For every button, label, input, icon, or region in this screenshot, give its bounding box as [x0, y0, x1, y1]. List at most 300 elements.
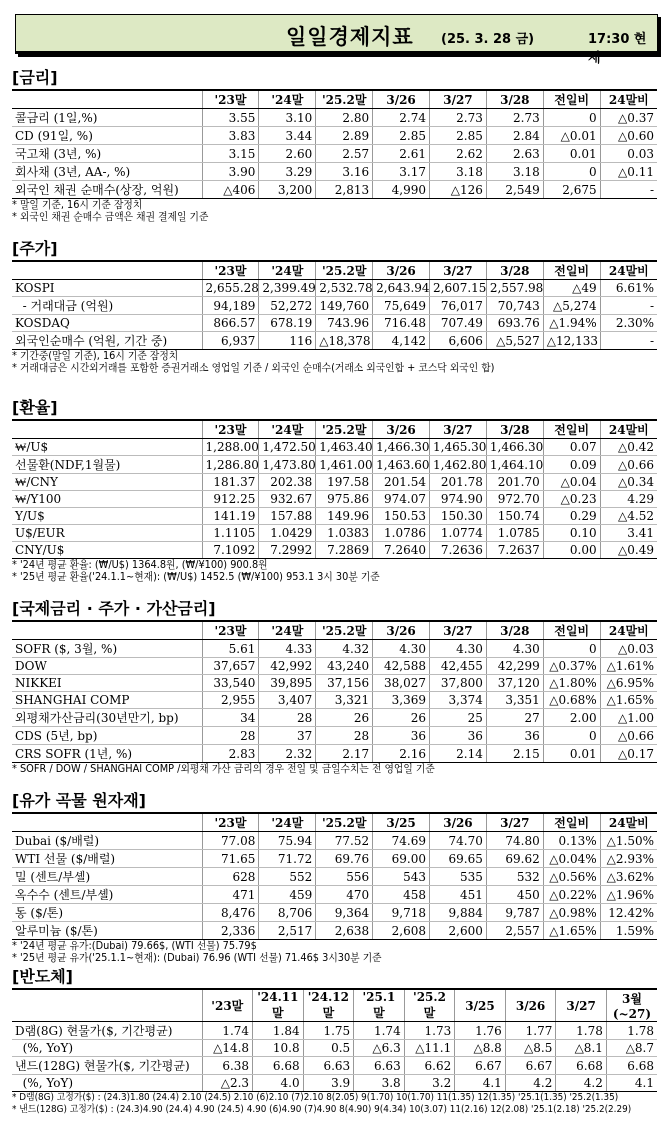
cell-value: 37,120 — [486, 675, 543, 692]
column-header: '25.2말 — [316, 420, 373, 439]
table-header — [12, 813, 657, 832]
column-header: 3/26 — [373, 621, 430, 640]
cell-value: 2.62 — [430, 145, 487, 163]
cell-value: △0.56% — [543, 868, 600, 886]
column-header: 3/26 — [505, 989, 556, 1022]
cell-value: 556 — [316, 868, 373, 886]
column-header — [12, 261, 202, 280]
cell-value: 743.96 — [316, 315, 373, 332]
cell-value: 532 — [486, 868, 543, 886]
cell-value: 3.44 — [259, 127, 316, 145]
cell-value: △0.34 — [600, 474, 657, 491]
cell-value: 3,374 — [430, 692, 487, 709]
table-row — [12, 332, 657, 350]
cell-value: 74.69 — [373, 832, 430, 850]
cell-value: 1.0774 — [430, 525, 487, 542]
cell-value: 70,743 — [486, 297, 543, 315]
cell-value: 1,463.60 — [373, 456, 430, 474]
cell-value: 3.55 — [202, 109, 259, 127]
table-row — [12, 692, 657, 709]
column-header: '23말 — [202, 989, 253, 1022]
cell-value: 150.74 — [486, 508, 543, 525]
cell-value: 1.76 — [455, 1022, 506, 1040]
cell-value: △6.95% — [600, 675, 657, 692]
cell-value: △0.66 — [600, 456, 657, 474]
table-header — [12, 989, 657, 1022]
table-row — [12, 675, 657, 692]
row-label: CNY/U$ — [12, 542, 202, 559]
cell-value: 4,990 — [373, 181, 430, 199]
data-table — [12, 812, 657, 940]
cell-value: 2.60 — [259, 145, 316, 163]
column-header: 3/28 — [486, 621, 543, 640]
cell-value: 201.54 — [373, 474, 430, 491]
row-label: 외국인 채권 순매수(상장, 억원) — [12, 181, 202, 199]
cell-value: 150.30 — [430, 508, 487, 525]
table-row — [12, 109, 657, 127]
cell-value: 69.65 — [430, 850, 487, 868]
section-title: [국제금리 · 주가 · 가산금리] — [12, 599, 216, 618]
cell-value: 6,606 — [430, 332, 487, 350]
cell-value: 6,937 — [202, 332, 259, 350]
cell-value: 3.29 — [259, 163, 316, 181]
column-header: 24말비 — [600, 261, 657, 280]
column-header — [12, 989, 202, 1022]
table-row — [12, 525, 657, 542]
cell-value: 470 — [316, 886, 373, 904]
row-label: D램(8G) 현물가($, 기간평균) — [12, 1022, 202, 1040]
column-header: '25.1말 — [354, 989, 405, 1022]
cell-value: 26 — [316, 709, 373, 727]
cell-value: △1.00 — [600, 709, 657, 727]
table-row — [12, 181, 657, 199]
cell-value: △0.03 — [600, 640, 657, 658]
row-label: Dubai ($/배럴) — [12, 832, 202, 850]
cell-value: 36 — [430, 727, 487, 745]
row-label: (%, YoY) — [12, 1040, 202, 1057]
cell-value: 7.1092 — [202, 542, 259, 559]
cell-value: 4.0 — [253, 1075, 304, 1092]
table-row — [12, 491, 657, 508]
cell-value: 3,369 — [373, 692, 430, 709]
data-table — [12, 419, 657, 559]
cell-value: △14.8 — [202, 1040, 253, 1057]
report-time: 17:30 현재 — [588, 32, 647, 66]
cell-value: 1.0429 — [259, 525, 316, 542]
cell-value: 9,884 — [430, 904, 487, 922]
cell-value: 2.17 — [316, 745, 373, 763]
cell-value: 37,156 — [316, 675, 373, 692]
table-header — [12, 90, 657, 109]
cell-value: △0.04 — [543, 474, 600, 491]
report-date: (25. 3. 28 금) — [441, 32, 535, 47]
row-label: 낸드(128G) 현물가($, 기간평균) — [12, 1057, 202, 1075]
cell-value: 0.01 — [543, 145, 600, 163]
cell-value: 1,466.30 — [486, 439, 543, 456]
cell-value: 912.25 — [202, 491, 259, 508]
cell-value: 8,706 — [259, 904, 316, 922]
column-header: 3월(~27) — [606, 989, 657, 1022]
cell-value: 1,466.30 — [373, 439, 430, 456]
cell-value: 157.88 — [259, 508, 316, 525]
cell-value: 43,240 — [316, 658, 373, 675]
intl-section — [12, 598, 657, 775]
cell-value: 26 — [373, 709, 430, 727]
cell-value: - — [600, 332, 657, 350]
table-row — [12, 727, 657, 745]
cell-value: 7.2640 — [373, 542, 430, 559]
column-header — [12, 90, 202, 109]
cell-value: 1,472.50 — [259, 439, 316, 456]
section-title: [주가] — [12, 239, 58, 258]
cell-value: 37,657 — [202, 658, 259, 675]
data-table — [12, 620, 657, 763]
row-label: 외국인순매수 (억원, 기간 중) — [12, 332, 202, 350]
cell-value: 6.68 — [253, 1057, 304, 1075]
cell-value: 1.78 — [556, 1022, 607, 1040]
cell-value: 628 — [202, 868, 259, 886]
cell-value: 28 — [316, 727, 373, 745]
header-banner — [15, 14, 658, 66]
cell-value: 678.19 — [259, 315, 316, 332]
cell-value: 7.2636 — [430, 542, 487, 559]
cell-value: 1.77 — [505, 1022, 556, 1040]
data-table — [12, 89, 657, 199]
cell-value: 149.96 — [316, 508, 373, 525]
cell-value: 1,463.40 — [316, 439, 373, 456]
footnote: * '24년 평균 유가:(Dubai) 79.66$, (WTI 선물) 75.79$ — [12, 940, 257, 952]
cell-value: 34 — [202, 709, 259, 727]
cell-value: 94,189 — [202, 297, 259, 315]
column-header: 3/27 — [430, 420, 487, 439]
cell-value: 201.78 — [430, 474, 487, 491]
cell-value: △0.04% — [543, 850, 600, 868]
cell-value: 2.80 — [316, 109, 373, 127]
column-header: '25.2말 — [316, 261, 373, 280]
cell-value: 74.70 — [430, 832, 487, 850]
cell-value: 458 — [373, 886, 430, 904]
cell-value: 2.57 — [316, 145, 373, 163]
cell-value: 38,027 — [373, 675, 430, 692]
table-header — [12, 621, 657, 640]
cell-value: 535 — [430, 868, 487, 886]
table-row — [12, 1022, 657, 1040]
cell-value: △0.37 — [600, 109, 657, 127]
cell-value: 71.72 — [259, 850, 316, 868]
commodities-section — [12, 790, 657, 964]
cell-value: 1.75 — [303, 1022, 354, 1040]
cell-value: 8,476 — [202, 904, 259, 922]
cell-value: 3.9 — [303, 1075, 354, 1092]
cell-value: △0.60 — [600, 127, 657, 145]
cell-value: 0 — [543, 727, 600, 745]
cell-value: 0 — [543, 109, 600, 127]
row-label: (%, YoY) — [12, 1075, 202, 1092]
cell-value: 9,787 — [486, 904, 543, 922]
column-header: 전일비 — [543, 621, 600, 640]
cell-value: 3,321 — [316, 692, 373, 709]
row-label: ₩/U$ — [12, 439, 202, 456]
cell-value: 181.37 — [202, 474, 259, 491]
table-row — [12, 745, 657, 763]
cell-value: △5,527 — [486, 332, 543, 350]
cell-value: 2.85 — [430, 127, 487, 145]
cell-value: 0.01 — [543, 745, 600, 763]
cell-value: 0.5 — [303, 1040, 354, 1057]
cell-value: 28 — [202, 727, 259, 745]
cell-value: △1.80% — [543, 675, 600, 692]
cell-value: △126 — [430, 181, 487, 199]
row-label: 옥수수 (센트/부셸) — [12, 886, 202, 904]
table-row — [12, 832, 657, 850]
cell-value: 1,465.30 — [430, 439, 487, 456]
column-header: 3/26 — [373, 420, 430, 439]
cell-value: 1,461.00 — [316, 456, 373, 474]
row-label: CRS SOFR (1년, %) — [12, 745, 202, 763]
row-label: KOSDAQ — [12, 315, 202, 332]
row-label: ₩/CNY — [12, 474, 202, 491]
page-title: 일일경제지표 — [286, 25, 414, 49]
table-row — [12, 904, 657, 922]
footnote: * '24년 평균 환율: (₩/U$) 1364.8원, (₩/¥100) 900.8원 — [12, 559, 268, 571]
table-header — [12, 420, 657, 439]
cell-value: 459 — [259, 886, 316, 904]
cell-value: 3.10 — [259, 109, 316, 127]
section-title: [환율] — [12, 398, 58, 417]
row-label: ₩/Y100 — [12, 491, 202, 508]
cell-value: 707.49 — [430, 315, 487, 332]
cell-value: △0.37% — [543, 658, 600, 675]
cell-value: △11.1 — [404, 1040, 455, 1057]
column-header: 전일비 — [543, 813, 600, 832]
row-label: Y/U$ — [12, 508, 202, 525]
table-row — [12, 456, 657, 474]
cell-value: 2.84 — [486, 127, 543, 145]
cell-value: 1,473.80 — [259, 456, 316, 474]
cell-value: 71.65 — [202, 850, 259, 868]
cell-value: 3,200 — [259, 181, 316, 199]
cell-value: △4.52 — [600, 508, 657, 525]
column-header: 24말비 — [600, 90, 657, 109]
cell-value: 9,718 — [373, 904, 430, 922]
cell-value: 0.29 — [543, 508, 600, 525]
cell-value: 2.73 — [430, 109, 487, 127]
cell-value: 202.38 — [259, 474, 316, 491]
column-header: '24말 — [259, 90, 316, 109]
cell-value: 2,517 — [259, 922, 316, 940]
column-header: 3/25 — [455, 989, 506, 1022]
cell-value: 7.2869 — [316, 542, 373, 559]
cell-value: 1.0785 — [486, 525, 543, 542]
cell-value: 972.70 — [486, 491, 543, 508]
footnote: * D램(8G) 고정가($) : (24.3)1.80 (24.4) 2.10 (24.5) 2.10 (6)2.10 (7)2.10 8(2.05) 9(1.70) 10(1.70) 11(1.35) 12(1.35) '25.1(1.35) '25.2(1.35) — [12, 1092, 619, 1103]
cell-value: 6.63 — [354, 1057, 405, 1075]
column-header: 3/26 — [373, 261, 430, 280]
cell-value: 0 — [543, 163, 600, 181]
column-header: 3/25 — [373, 813, 430, 832]
cell-value: 69.76 — [316, 850, 373, 868]
cell-value: 1.78 — [606, 1022, 657, 1040]
row-label: SHANGHAI COMP — [12, 692, 202, 709]
column-header: 3/26 — [430, 813, 487, 832]
table-row — [12, 1057, 657, 1075]
section-title: [금리] — [12, 68, 58, 87]
cell-value: 975.86 — [316, 491, 373, 508]
cell-value: 2,608 — [373, 922, 430, 940]
cell-value: △0.68% — [543, 692, 600, 709]
data-table — [12, 260, 657, 350]
table-row — [12, 439, 657, 456]
cell-value: 2,655.28 — [202, 280, 259, 297]
cell-value: 69.00 — [373, 850, 430, 868]
row-label: 동 ($/톤) — [12, 904, 202, 922]
cell-value: 2,557 — [486, 922, 543, 940]
cell-value: 6.67 — [505, 1057, 556, 1075]
cell-value: 974.07 — [373, 491, 430, 508]
cell-value: 3.2 — [404, 1075, 455, 1092]
cell-value: △0.11 — [600, 163, 657, 181]
table-row — [12, 542, 657, 559]
cell-value: 450 — [486, 886, 543, 904]
cell-value: 2.73 — [486, 109, 543, 127]
table-row — [12, 315, 657, 332]
cell-value: 3.41 — [600, 525, 657, 542]
cell-value: 2,675 — [543, 181, 600, 199]
column-header: '24.11말 — [253, 989, 304, 1022]
column-header: '23말 — [202, 813, 259, 832]
cell-value: △8.7 — [606, 1040, 657, 1057]
cell-value: 2,643.94 — [373, 280, 430, 297]
column-header: 24말비 — [600, 420, 657, 439]
table-row — [12, 297, 657, 315]
row-label: 콜금리 (1일,%) — [12, 109, 202, 127]
cell-value: 33,540 — [202, 675, 259, 692]
cell-value: 3.83 — [202, 127, 259, 145]
cell-value: 75,649 — [373, 297, 430, 315]
data-table — [12, 988, 657, 1092]
cell-value: 201.70 — [486, 474, 543, 491]
row-label: 국고채 (3년, %) — [12, 145, 202, 163]
column-header: '24말 — [259, 621, 316, 640]
column-header: 전일비 — [543, 261, 600, 280]
cell-value: 0 — [543, 640, 600, 658]
cell-value: 1.84 — [253, 1022, 304, 1040]
footnote: * 기간중(말일 기준), 16시 기준 잠정치 — [12, 350, 179, 362]
column-header: '24말 — [259, 420, 316, 439]
cell-value: 1.0383 — [316, 525, 373, 542]
cell-value: 1,462.80 — [430, 456, 487, 474]
cell-value: 7.2637 — [486, 542, 543, 559]
column-header: '25.2말 — [316, 90, 373, 109]
cell-value: △0.22% — [543, 886, 600, 904]
cell-value: 6.68 — [606, 1057, 657, 1075]
cell-value: 693.76 — [486, 315, 543, 332]
cell-value: 27 — [486, 709, 543, 727]
cell-value: 0.03 — [600, 145, 657, 163]
cell-value: 4.32 — [316, 640, 373, 658]
cell-value: 197.58 — [316, 474, 373, 491]
cell-value: 1,286.80 — [202, 456, 259, 474]
row-label: 외평채가산금리(30년만기, bp) — [12, 709, 202, 727]
cell-value: △8.5 — [505, 1040, 556, 1057]
cell-value: 6.38 — [202, 1057, 253, 1075]
row-label: U$/EUR — [12, 525, 202, 542]
cell-value: 6.61% — [600, 280, 657, 297]
column-header: 3/27 — [556, 989, 607, 1022]
cell-value: 3.15 — [202, 145, 259, 163]
column-header: '24말 — [259, 261, 316, 280]
cell-value: 2.83 — [202, 745, 259, 763]
cell-value: △1.96% — [600, 886, 657, 904]
cell-value: 2.14 — [430, 745, 487, 763]
column-header: 3/28 — [486, 420, 543, 439]
cell-value: 6.68 — [556, 1057, 607, 1075]
cell-value: 149,760 — [316, 297, 373, 315]
section-title: [유가 곡물 원자재] — [12, 791, 146, 810]
column-header: '25.2말 — [316, 813, 373, 832]
semiconductor-section — [12, 966, 657, 1116]
footnote: * '25년 평균 유가('25.1.1~현재): (Dubai) 76.96 (WTI 선물) 71.46$ 3시30분 기준 — [12, 952, 382, 964]
cell-value: 2.30% — [600, 315, 657, 332]
cell-value: 2.61 — [373, 145, 430, 163]
cell-value: △18,378 — [316, 332, 373, 350]
column-header: 3/27 — [430, 90, 487, 109]
cell-value: 1.1105 — [202, 525, 259, 542]
cell-value: 471 — [202, 886, 259, 904]
cell-value: 0.07 — [543, 439, 600, 456]
column-header: '24.12말 — [303, 989, 354, 1022]
cell-value: 2,532.78 — [316, 280, 373, 297]
cell-value: 28 — [259, 709, 316, 727]
cell-value: 5.61 — [202, 640, 259, 658]
cell-value: 2,549 — [486, 181, 543, 199]
row-label: DOW — [12, 658, 202, 675]
table-row — [12, 658, 657, 675]
cell-value: 932.67 — [259, 491, 316, 508]
cell-value: △1.65% — [600, 692, 657, 709]
cell-value: 974.90 — [430, 491, 487, 508]
cell-value: △6.3 — [354, 1040, 405, 1057]
table-row — [12, 868, 657, 886]
cell-value: 4.30 — [373, 640, 430, 658]
cell-value: 6.62 — [404, 1057, 455, 1075]
cell-value: 3.16 — [316, 163, 373, 181]
footnote: * '25년 평균 환율('24.1.1~현재): (₩/U$) 1452.5 (₩/¥100) 953.1 3시 30분 기준 — [12, 571, 380, 583]
cell-value: 0.09 — [543, 456, 600, 474]
cell-value: 3,407 — [259, 692, 316, 709]
cell-value: △406 — [202, 181, 259, 199]
table-row — [12, 474, 657, 491]
row-label: CD (91일, %) — [12, 127, 202, 145]
cell-value: 3.90 — [202, 163, 259, 181]
cell-value: 4.2 — [505, 1075, 556, 1092]
row-label: 회사채 (3년, AA-, %) — [12, 163, 202, 181]
footnote: * 거래대금은 시간외거래를 포함한 증권거래소 영업일 기준 / 외국인 순매수(거래소 외국인합 + 코스닥 외국인 합) — [12, 362, 495, 374]
cell-value: 9,364 — [316, 904, 373, 922]
cell-value: 36 — [486, 727, 543, 745]
cell-value: 3,351 — [486, 692, 543, 709]
row-label: SOFR ($, 3월, %) — [12, 640, 202, 658]
cell-value: 76,017 — [430, 297, 487, 315]
cell-value: 150.53 — [373, 508, 430, 525]
cell-value: 42,455 — [430, 658, 487, 675]
column-header — [12, 621, 202, 640]
row-label: NIKKEI — [12, 675, 202, 692]
table-row — [12, 127, 657, 145]
table-row — [12, 1040, 657, 1057]
cell-value: 866.57 — [202, 315, 259, 332]
cell-value: 37 — [259, 727, 316, 745]
